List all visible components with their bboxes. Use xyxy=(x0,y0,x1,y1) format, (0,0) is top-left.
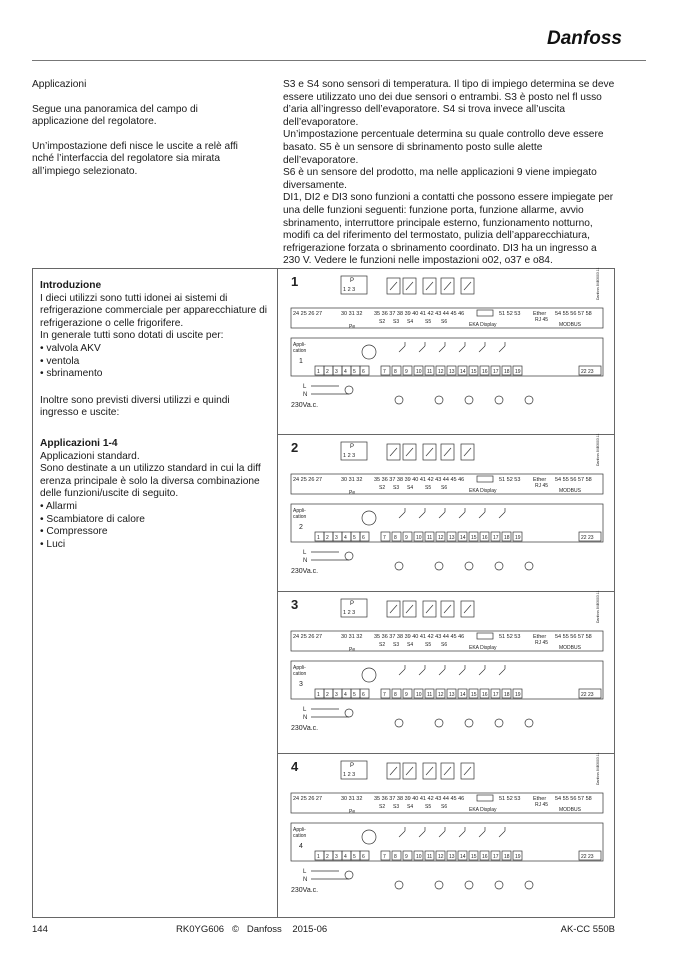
terminals-51-53: 51 52 53 xyxy=(499,796,521,802)
logo-text: Danfoss xyxy=(547,28,622,49)
p-label: P xyxy=(350,278,355,284)
load-symbol xyxy=(395,396,403,404)
neutral-label: N xyxy=(303,392,308,398)
neutral-label: N xyxy=(303,558,308,564)
diagram-lines xyxy=(291,761,603,889)
terminals-35-46: 35 36 37 38 39 40 41 42 43 44 45 46 xyxy=(374,477,465,483)
application-number: 3 xyxy=(299,681,303,688)
relay-switch xyxy=(439,508,445,518)
relay-switch xyxy=(399,665,405,675)
terminal-number: 10 xyxy=(416,692,422,698)
s4-label: S4 xyxy=(407,804,414,810)
eka-port-icon xyxy=(477,633,493,639)
load-symbol xyxy=(525,562,533,570)
terminal-number: 8 xyxy=(394,535,397,541)
box-left-text xyxy=(40,280,268,563)
load-symbol xyxy=(465,396,473,404)
document-code: RK0YG606 xyxy=(176,924,225,935)
terminal-number: 8 xyxy=(394,692,397,698)
terminal-number: 6 xyxy=(362,854,365,860)
load-symbol xyxy=(465,719,473,727)
terminal-number: 5 xyxy=(353,854,356,860)
relay-switch xyxy=(439,342,445,352)
load-symbol xyxy=(435,562,443,570)
terminal-number: 6 xyxy=(362,692,365,698)
s5-label: S5 xyxy=(425,319,432,325)
diagram-number: 1 xyxy=(291,274,299,289)
side-code: Danfoss 84B3003.11 xyxy=(596,267,600,300)
s4-label: S4 xyxy=(407,319,414,325)
eka-port-icon xyxy=(477,476,493,482)
neutral-label: N xyxy=(303,877,308,883)
relay-contact xyxy=(390,282,397,290)
neutral-label: N xyxy=(303,715,308,721)
terminal-number: 9 xyxy=(405,692,408,698)
box-column-divider xyxy=(277,268,278,918)
terminal-number: 12 xyxy=(438,369,444,375)
terminal-number: 2 xyxy=(326,692,329,698)
right-intro xyxy=(283,79,615,280)
terminal-number: 3 xyxy=(335,692,338,698)
p-label: P xyxy=(350,444,355,450)
terminal-number: 14 xyxy=(460,854,466,860)
load-symbol xyxy=(395,562,403,570)
terminal-number: 2 xyxy=(326,854,329,860)
s6-label: S6 xyxy=(441,804,448,810)
ether-label: Ether xyxy=(533,311,547,317)
terminals-35-46: 35 36 37 38 39 40 41 42 43 44 45 46 xyxy=(374,311,465,317)
s5-label: S5 xyxy=(425,485,432,491)
terminals-24-27: 24 25 26 27 xyxy=(293,477,323,483)
terminal-number: 3 xyxy=(335,854,338,860)
terminal-number: 11 xyxy=(427,854,433,860)
side-code: Danfoss 84B3003.11 xyxy=(596,590,600,623)
terminal-number: 17 xyxy=(493,854,499,860)
pe-label: Pe xyxy=(349,324,356,330)
wiring-diagram xyxy=(279,590,613,751)
terminal-number: 17 xyxy=(493,535,499,541)
voltage-label: 230Va.c. xyxy=(291,725,319,732)
rj45-label: RJ 45 xyxy=(535,802,549,808)
relay-contact xyxy=(390,448,397,456)
application-number: 1 xyxy=(299,358,303,365)
load-symbol xyxy=(495,396,503,404)
terminal-number: 12 xyxy=(438,535,444,541)
applications-body: Applicazioni standard. Sono destinate a un utilizzo standard in cui la diff erenza principale è solo la diversa combinazione delle funzioni/uscite di seguito. • Allarmi • Scambiatore di calore • Compressore • Luci xyxy=(40,450,261,550)
rj45-label: RJ 45 xyxy=(535,317,549,323)
terminal-number: 4 xyxy=(344,535,347,541)
terminals-22-23: 22 23 xyxy=(581,369,594,375)
terminal-number: 18 xyxy=(504,692,510,698)
s3-label: S3 xyxy=(393,485,400,491)
rj45-label: RJ 45 xyxy=(535,640,549,646)
box-row-divider xyxy=(277,434,615,435)
modbus-label: MODBUS xyxy=(559,322,581,328)
relay-contact xyxy=(426,767,433,775)
terminals-54-58: 54 55 56 57 58 xyxy=(555,796,592,802)
sensor-description: S3 e S4 sono sensori di temperatura. Il tipo di impiego determina se deve essere utilizzato uno dei due sensori o entrambi. S3 è posto nel fl usso d’aria all’ingresso dell’evaporatore. S4 si trova invece all’uscita dell’evaporatore. Un’impostazione percentuale determina su quale controllo deve essere basato. S5 è un sensore di sbrinamento posto sulle alette dell’evaporatore. S6 è un sensore del prodotto, ma nelle applicazioni 9 viene impiegato diversamente. DI1, DI2 e DI3 sono funzioni a contatti che possono essere impiegate per una delle funzioni seguenti: funzione porta, funzione allarme, avvio sbrinamento, interruttore principale esterno, funzionamento notturno, modifi ca del riferimento del termostato, pulizia dell’apparecchiatura, refrigerazione forzata o sbrinamento coordinato. DI3 ha un ingresso a 230 V. Vedere le funzioni nelle impostazioni o02, o37 e o84. xyxy=(283,79,615,267)
terminal-number: 15 xyxy=(471,854,477,860)
terminal-number: 5 xyxy=(353,535,356,541)
application-label: cation xyxy=(293,671,307,677)
application-number: 2 xyxy=(299,524,303,531)
terminals-51-53: 51 52 53 xyxy=(499,477,521,483)
supply-wires xyxy=(311,871,349,879)
modbus-label: MODBUS xyxy=(559,645,581,651)
relay-contact xyxy=(390,605,397,613)
s4-label: S4 xyxy=(407,642,414,648)
terminals-30-32: 30 31 32 xyxy=(341,477,363,483)
terminals-35-46: 35 36 37 38 39 40 41 42 43 44 45 46 xyxy=(374,634,465,640)
load-symbol xyxy=(435,396,443,404)
terminal-number: 14 xyxy=(460,692,466,698)
terminal-number: 17 xyxy=(493,692,499,698)
relay-switch xyxy=(399,508,405,518)
terminal-number: 14 xyxy=(460,369,466,375)
terminal-number: 15 xyxy=(471,692,477,698)
terminal-number: 7 xyxy=(383,535,386,541)
live-label: L xyxy=(303,384,307,390)
pe-label: Pe xyxy=(349,647,356,653)
live-label: L xyxy=(303,550,307,556)
relay-switch xyxy=(499,665,505,675)
modbus-label: MODBUS xyxy=(559,488,581,494)
intro-body-2: Inoltre sono previsti diversi utilizzi e quindi ingresso e uscite: xyxy=(40,394,230,419)
terminal-number: 11 xyxy=(427,369,433,375)
terminal-number: 2 xyxy=(326,369,329,375)
terminals-24-27: 24 25 26 27 xyxy=(293,311,323,317)
application-label: cation xyxy=(293,514,307,520)
terminal-number: 19 xyxy=(515,535,521,541)
copyright-symbol: © xyxy=(231,924,239,935)
product-name: AK-CC 550B xyxy=(560,924,615,935)
terminals-54-58: 54 55 56 57 58 xyxy=(555,311,592,317)
relay-switch xyxy=(439,827,445,837)
terminal-number: 12 xyxy=(438,692,444,698)
relay-contact xyxy=(406,605,413,613)
load-symbol xyxy=(395,719,403,727)
s2-label: S2 xyxy=(379,804,386,810)
s6-label: S6 xyxy=(441,485,448,491)
terminal-number: 15 xyxy=(471,535,477,541)
intro-paragraph-1: Segue una panoramica del campo di applicazione del regolatore. xyxy=(32,103,198,128)
terminal-number: 13 xyxy=(449,854,455,860)
load-symbol xyxy=(345,386,353,394)
voltage-label: 230Va.c. xyxy=(291,887,319,894)
application-number: 4 xyxy=(299,843,303,850)
application-label: Appli- xyxy=(293,508,306,514)
rj45-label: RJ 45 xyxy=(535,483,549,489)
terminal-number: 16 xyxy=(482,369,488,375)
wiring-diagram xyxy=(279,433,613,589)
p-terms: 1 2 3 xyxy=(343,772,356,778)
ether-label: Ether xyxy=(533,634,547,640)
terminals-35-46: 35 36 37 38 39 40 41 42 43 44 45 46 xyxy=(374,796,465,802)
terminal-number: 1 xyxy=(317,692,320,698)
eka-display-label: EKA Display xyxy=(469,645,497,651)
relay-switch xyxy=(499,827,505,837)
terminal-number: 3 xyxy=(335,535,338,541)
diagram-lines xyxy=(291,599,603,727)
relay-contact xyxy=(406,282,413,290)
eka-port-icon xyxy=(477,310,493,316)
terminal-number: 11 xyxy=(427,535,433,541)
s4-label: S4 xyxy=(407,485,414,491)
modbus-label: MODBUS xyxy=(559,807,581,813)
wiring-diagram xyxy=(279,267,613,432)
s2-label: S2 xyxy=(379,319,386,325)
relay-switch xyxy=(419,508,425,518)
terminal-number: 16 xyxy=(482,535,488,541)
terminals-54-58: 54 55 56 57 58 xyxy=(555,634,592,640)
relay-contact xyxy=(464,282,471,290)
live-label: L xyxy=(303,707,307,713)
p-label: P xyxy=(350,763,355,769)
terminal-number: 19 xyxy=(515,854,521,860)
relay-switch xyxy=(399,342,405,352)
p-label: P xyxy=(350,601,355,607)
supply-wires xyxy=(311,709,349,717)
voltage-label: 230Va.c. xyxy=(291,568,319,575)
relay-switch xyxy=(419,827,425,837)
load-symbol xyxy=(345,709,353,717)
terminal-number: 8 xyxy=(394,369,397,375)
terminals-24-27: 24 25 26 27 xyxy=(293,796,323,802)
diagram-lines xyxy=(291,442,603,570)
p-terms: 1 2 3 xyxy=(343,453,356,459)
s2-label: S2 xyxy=(379,642,386,648)
eka-display-label: EKA Display xyxy=(469,322,497,328)
terminal-number: 16 xyxy=(482,854,488,860)
p-terms: 1 2 3 xyxy=(343,287,356,293)
terminal-number: 16 xyxy=(482,692,488,698)
relay-contact xyxy=(444,282,451,290)
terminal-number: 9 xyxy=(405,369,408,375)
fan-motor-icon xyxy=(362,830,376,844)
terminal-number: 10 xyxy=(416,535,422,541)
relay-switch xyxy=(459,508,465,518)
terminal-number: 4 xyxy=(344,854,347,860)
eka-display-label: EKA Display xyxy=(469,807,497,813)
s5-label: S5 xyxy=(425,642,432,648)
terminal-number: 13 xyxy=(449,692,455,698)
terminal-number: 13 xyxy=(449,369,455,375)
load-symbol xyxy=(525,396,533,404)
terminal-number: 6 xyxy=(362,369,365,375)
p-terms: 1 2 3 xyxy=(343,610,356,616)
load-symbol xyxy=(495,881,503,889)
applications-heading: Applicazioni 1-4 xyxy=(40,437,118,449)
relay-switch xyxy=(459,827,465,837)
wiring-diagram xyxy=(279,752,613,915)
s3-label: S3 xyxy=(393,642,400,648)
relay-switch xyxy=(499,508,505,518)
eka-display-label: EKA Display xyxy=(469,488,497,494)
relay-contact xyxy=(390,767,397,775)
application-label: cation xyxy=(293,833,307,839)
box-row-divider xyxy=(277,753,615,754)
terminal-number: 17 xyxy=(493,369,499,375)
terminal-number: 4 xyxy=(344,369,347,375)
relay-switch xyxy=(459,665,465,675)
header-rule xyxy=(32,60,646,61)
s3-label: S3 xyxy=(393,804,400,810)
terminal-number: 10 xyxy=(416,854,422,860)
relay-switch xyxy=(479,508,485,518)
relay-contact xyxy=(426,448,433,456)
load-symbol xyxy=(525,881,533,889)
relay-contact xyxy=(444,448,451,456)
load-symbol xyxy=(465,562,473,570)
pe-label: Pe xyxy=(349,809,356,815)
s6-label: S6 xyxy=(441,319,448,325)
diagram-number: 3 xyxy=(291,597,299,612)
terminals-54-58: 54 55 56 57 58 xyxy=(555,477,592,483)
terminal-number: 15 xyxy=(471,369,477,375)
load-symbol xyxy=(435,719,443,727)
terminal-number: 18 xyxy=(504,369,510,375)
relay-contact xyxy=(464,605,471,613)
terminal-number: 13 xyxy=(449,535,455,541)
load-symbol xyxy=(495,562,503,570)
relay-contact xyxy=(406,448,413,456)
danfoss-logo xyxy=(543,24,622,52)
fan-motor-icon xyxy=(362,668,376,682)
diagram-lines xyxy=(291,276,603,404)
terminals-51-53: 51 52 53 xyxy=(499,634,521,640)
terminals-30-32: 30 31 32 xyxy=(341,796,363,802)
intro-heading: Introduzione xyxy=(40,280,102,291)
relay-switch xyxy=(479,827,485,837)
diagram-number: 4 xyxy=(291,759,299,774)
supply-wires xyxy=(311,552,349,560)
s3-label: S3 xyxy=(393,319,400,325)
terminal-number: 12 xyxy=(438,854,444,860)
wiring-diagram-panel xyxy=(279,267,613,432)
relay-contact xyxy=(444,767,451,775)
terminal-number: 10 xyxy=(416,369,422,375)
left-intro xyxy=(32,79,257,191)
relay-switch xyxy=(419,342,425,352)
terminal-number: 9 xyxy=(405,535,408,541)
terminal-number: 7 xyxy=(383,692,386,698)
relay-switch xyxy=(479,342,485,352)
terminal-number: 11 xyxy=(427,692,433,698)
s2-label: S2 xyxy=(379,485,386,491)
relay-contact xyxy=(426,605,433,613)
side-code: Danfoss 84B3003.11 xyxy=(596,433,600,466)
terminal-number: 14 xyxy=(460,535,466,541)
terminal-number: 1 xyxy=(317,369,320,375)
load-symbol xyxy=(465,881,473,889)
fan-motor-icon xyxy=(362,345,376,359)
terminal-number: 2 xyxy=(326,535,329,541)
pe-label: Pe xyxy=(349,490,356,496)
voltage-label: 230Va.c. xyxy=(291,402,319,409)
eka-port-icon xyxy=(477,795,493,801)
application-label: Appli- xyxy=(293,665,306,671)
fan-motor-icon xyxy=(362,511,376,525)
terminal-number: 4 xyxy=(344,692,347,698)
diagram-number: 2 xyxy=(291,440,299,455)
page-number: 144 xyxy=(32,924,48,935)
terminal-number: 8 xyxy=(394,854,397,860)
relay-switch xyxy=(399,827,405,837)
relay-switch xyxy=(419,665,425,675)
terminal-number: 7 xyxy=(383,369,386,375)
load-symbol xyxy=(345,871,353,879)
load-symbol xyxy=(435,881,443,889)
application-label: Appli- xyxy=(293,827,306,833)
live-label: L xyxy=(303,869,307,875)
terminal-number: 3 xyxy=(335,369,338,375)
wiring-diagram-panel xyxy=(279,590,613,751)
application-label: Appli- xyxy=(293,342,306,348)
supply-wires xyxy=(311,386,349,394)
load-symbol xyxy=(345,552,353,560)
terminals-22-23: 22 23 xyxy=(581,854,594,860)
ether-label: Ether xyxy=(533,796,547,802)
terminals-51-53: 51 52 53 xyxy=(499,311,521,317)
terminal-number: 9 xyxy=(405,854,408,860)
load-symbol xyxy=(525,719,533,727)
terminals-22-23: 22 23 xyxy=(581,692,594,698)
footer-code xyxy=(176,924,327,935)
wiring-diagram-panel xyxy=(279,752,613,915)
terminal-number: 18 xyxy=(504,535,510,541)
relay-switch xyxy=(479,665,485,675)
relay-contact xyxy=(464,767,471,775)
load-symbol xyxy=(495,719,503,727)
relay-switch xyxy=(439,665,445,675)
footer-date: 2015-06 xyxy=(292,924,328,935)
terminal-number: 1 xyxy=(317,535,320,541)
terminal-number: 18 xyxy=(504,854,510,860)
terminal-number: 5 xyxy=(353,692,356,698)
application-label: cation xyxy=(293,348,307,354)
terminal-number: 7 xyxy=(383,854,386,860)
terminals-24-27: 24 25 26 27 xyxy=(293,634,323,640)
s5-label: S5 xyxy=(425,804,432,810)
box-row-divider xyxy=(277,591,615,592)
section-title: Applicazioni xyxy=(32,79,87,90)
load-symbol xyxy=(395,881,403,889)
terminal-number: 1 xyxy=(317,854,320,860)
terminals-30-32: 30 31 32 xyxy=(341,634,363,640)
relay-switch xyxy=(459,342,465,352)
side-code: Danfoss 84B3003.11 xyxy=(596,752,600,785)
terminal-number: 6 xyxy=(362,535,365,541)
relay-contact xyxy=(464,448,471,456)
terminal-number: 5 xyxy=(353,369,356,375)
terminals-30-32: 30 31 32 xyxy=(341,311,363,317)
intro-body: I dieci utilizzi sono tutti idonei ai sistemi di refrigerazione commerciale per apparecchiature di refrigerazione o celle frigorifere. In generale tutti sono dotati di uscite per: • valvola AKV • ventola • sbrinamento xyxy=(40,292,268,380)
s6-label: S6 xyxy=(441,642,448,648)
relay-switch xyxy=(499,342,505,352)
intro-paragraph-2: Un’impostazione defi nisce le uscite a relè affi nché l’interfaccia del regolatore sia mirata all’impiego selezionato. xyxy=(32,140,238,177)
relay-contact xyxy=(406,767,413,775)
footer-brand: Danfoss xyxy=(246,924,282,935)
ether-label: Ether xyxy=(533,477,547,483)
terminal-number: 19 xyxy=(515,369,521,375)
relay-contact xyxy=(444,605,451,613)
wiring-diagram-panel xyxy=(279,433,613,589)
terminals-22-23: 22 23 xyxy=(581,535,594,541)
relay-contact xyxy=(426,282,433,290)
terminal-number: 19 xyxy=(515,692,521,698)
